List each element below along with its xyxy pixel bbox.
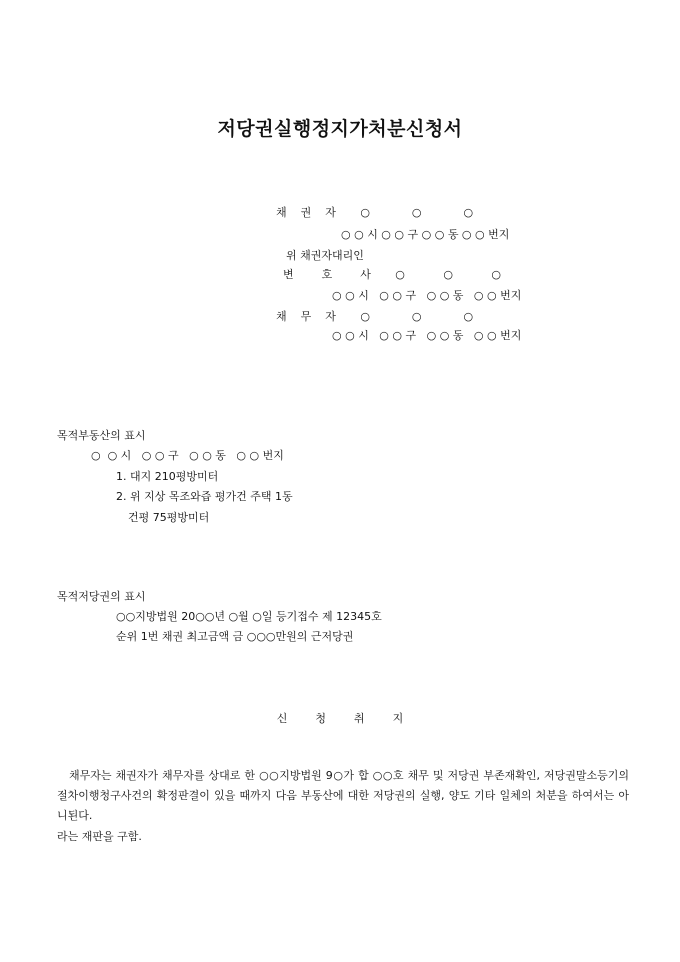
mortgage-heading: 목적저당권의 표시 — [57, 590, 146, 603]
property-address: ○ ○ 시 ○ ○ 구 ○ ○ 동 ○ ○ 번지 — [91, 449, 284, 462]
request-closing: 라는 재판을 구함. — [57, 830, 142, 843]
agent-label: 위 채권자대리인 — [286, 249, 364, 262]
property-item-2: 2. 위 지상 목조와즙 평가건 주택 1동 — [116, 490, 293, 503]
creditor-line: 채 권 자 ○ ○ ○ — [276, 206, 474, 219]
mortgage-line-2: 순위 1번 채권 최고금액 금 ○○○만원의 근저당권 — [116, 630, 354, 643]
mortgage-line-1: ○○지방법원 20○○년 ○월 ○일 등기접수 제 12345호 — [116, 610, 382, 623]
debtor-address: ○ ○ 시 ○ ○ 구 ○ ○ 동 ○ ○ 번지 — [332, 329, 522, 342]
property-item-2-detail: 건평 75평방미터 — [128, 511, 210, 524]
creditor-address: ○ ○ 시 ○ ○ 구 ○ ○ 동 ○ ○ 번지 — [341, 228, 510, 241]
request-body: 채무자는 채권자가 채무자를 상대로 한 ○○지방법원 9○가 합 ○○호 채무 및 저당권 부존재확인, 저당권말소등기의 절차이행청구사건의 확정판결이 있을 때까지 다음 부동산에 대한 저당권의 실행, 양도 기타 일체의 처분을 하여서는 아니된다. — [57, 769, 629, 822]
lawyer-line: 변 호 사 ○ ○ ○ — [283, 268, 502, 281]
debtor-line: 채 무 자 ○ ○ ○ — [276, 310, 474, 323]
lawyer-address: ○ ○ 시 ○ ○ 구 ○ ○ 동 ○ ○ 번지 — [332, 289, 522, 302]
property-heading: 목적부동산의 표시 — [57, 429, 146, 442]
request-heading: 신 청 취 지 — [276, 712, 404, 725]
document-title: 저당권실행정지가처분신청서 — [217, 118, 463, 140]
property-item-1: 1. 대지 210평방미터 — [116, 470, 219, 483]
